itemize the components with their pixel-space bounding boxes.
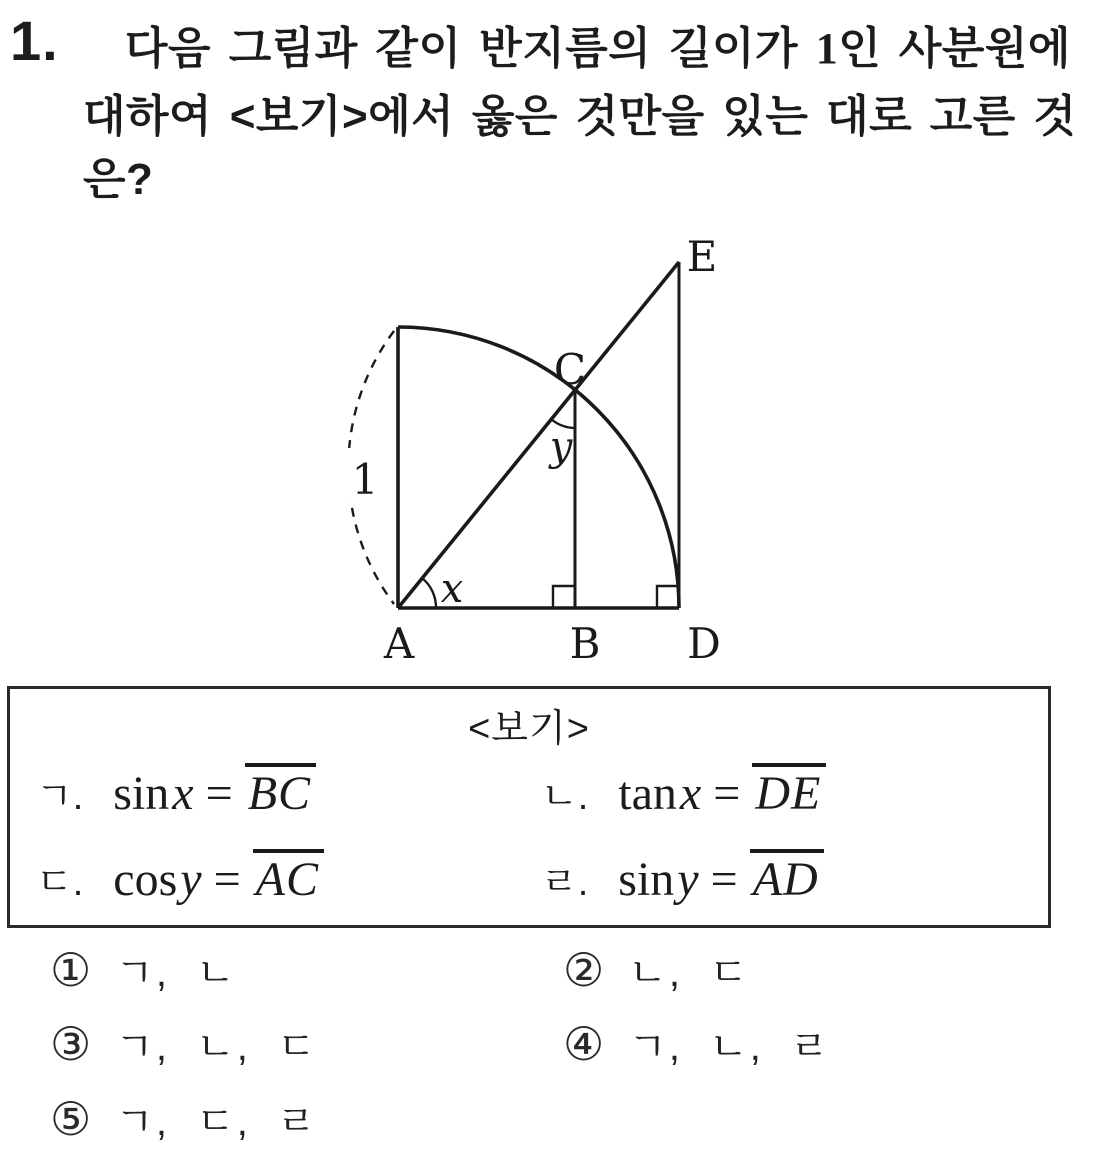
question-text-line1 — [125, 12, 1071, 76]
boki-item-g — [36, 763, 316, 821]
segment-AE — [398, 262, 679, 608]
option-3-text: ㄱ, ㄴ, ㄷ — [115, 1025, 318, 1069]
segment-name: AC — [253, 849, 324, 904]
func-name: cos — [113, 853, 178, 906]
angle-y-label: y — [549, 424, 573, 470]
radius-length-label: 1 — [351, 455, 379, 504]
var-name: y — [180, 853, 202, 906]
angle-x-label: x — [440, 566, 464, 612]
equals-sign: = — [713, 767, 741, 820]
segment-name: DE — [752, 763, 826, 818]
option-2-circled-number: ② — [563, 942, 605, 997]
right-angle-mark-B — [553, 586, 575, 608]
var-name: x — [172, 767, 194, 820]
option-1-text: ㄱ, ㄴ — [115, 951, 237, 995]
func-name: tan — [618, 767, 677, 820]
var-name: x — [679, 767, 702, 820]
boki-title: <보기> — [468, 708, 590, 750]
point-label-A: A — [383, 619, 415, 666]
answer-option-2 — [563, 941, 750, 998]
answer-option-4 — [563, 1015, 831, 1072]
right-angle-mark-D — [657, 586, 679, 608]
boki-item-r-prefix: ㄹ. — [541, 862, 589, 904]
question-text-line1-pre: 다음 그림과 같이 반지름의 길이가 — [125, 24, 816, 73]
option-4-text: ㄱ, ㄴ, ㄹ — [628, 1025, 831, 1069]
segment-name: BC — [245, 763, 316, 818]
boki-item-g-prefix: ㄱ. — [36, 776, 84, 818]
boki-item-n — [541, 763, 826, 821]
answer-option-1 — [50, 941, 237, 998]
boki-item-n-formula — [618, 763, 826, 821]
equals-sign: = — [213, 853, 241, 906]
func-name: sin — [618, 853, 675, 906]
question-text-line2: 대하여 <보기>에서 옳은 것만을 있는 대로 고른 것 — [83, 92, 1077, 141]
boki-item-d — [36, 849, 324, 907]
option-5-circled-number: ⑤ — [50, 1091, 92, 1146]
option-4-circled-number: ④ — [563, 1016, 605, 1071]
boki-item-n-prefix: ㄴ. — [541, 776, 589, 818]
point-label-B: B — [569, 619, 601, 666]
option-5-text: ㄱ, ㄷ, ㄹ — [115, 1100, 318, 1144]
boki-item-d-prefix: ㄷ. — [36, 862, 84, 904]
equals-sign: = — [205, 767, 233, 820]
var-name: y — [677, 853, 699, 906]
func-name: sin — [113, 767, 170, 820]
answer-option-5 — [50, 1090, 318, 1147]
question-text-line1-post: 인 사분원에 — [838, 24, 1071, 73]
point-label-E: E — [686, 232, 718, 281]
angle-x-arc — [422, 578, 436, 608]
segment-name: AD — [750, 849, 824, 904]
option-1-circled-number: ① — [50, 942, 92, 997]
boki-item-g-formula — [113, 763, 316, 821]
question-text-line3: 은? — [83, 155, 154, 204]
boki-item-r-formula — [618, 849, 823, 907]
point-label-D: D — [687, 619, 721, 666]
answer-option-3 — [50, 1015, 318, 1072]
equals-sign: = — [710, 853, 738, 906]
boki-item-d-formula — [113, 849, 324, 907]
point-label-C: C — [553, 345, 587, 394]
option-3-circled-number: ③ — [50, 1016, 92, 1071]
boki-box — [7, 686, 1051, 928]
radius-value-inline: 1 — [815, 24, 839, 73]
question-number: 1. — [10, 9, 59, 72]
option-2-text: ㄴ, ㄷ — [628, 951, 750, 995]
boki-item-r — [541, 849, 824, 907]
quarter-circle-diagram — [330, 218, 782, 666]
